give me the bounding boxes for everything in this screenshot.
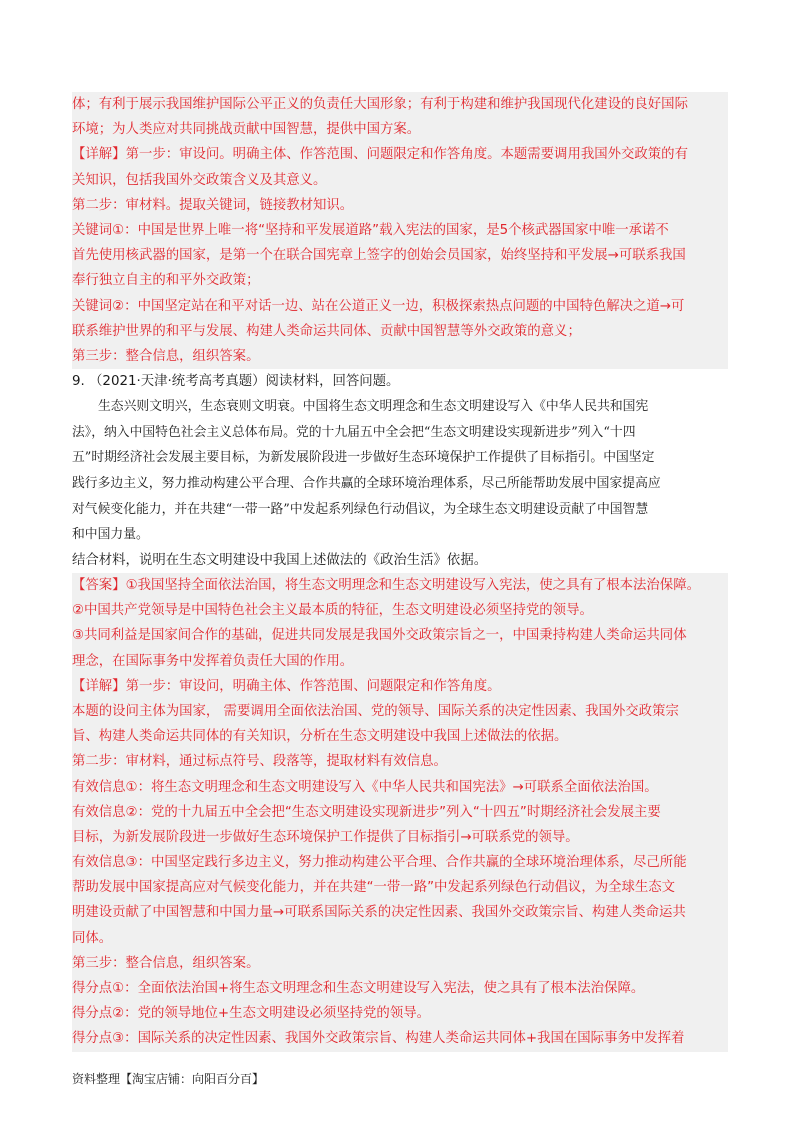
question-prompt: 阅读材料，回答问题。 <box>265 374 400 390</box>
text-line: 第三步：整合信息，组织答案。 <box>72 348 260 364</box>
detail-line: 明建设贡献了中国智慧和中国力量→可联系国际关系的决定性因素、我国外交政策宗旨、构建人类命运共 <box>72 905 686 921</box>
detail-line: 目标，为新发展阶段进一步做好生态环境保护工作提供了目标指引→可联系党的领导。 <box>72 829 579 845</box>
detail-tag: 【详解】 <box>72 147 126 163</box>
detail-line: 有效信息②：党的十九届五中全会把“生态文明建设实现新进步”列入“十四五”时期经济社会发展主要 <box>72 804 661 820</box>
detail-line: 同体。 <box>72 930 113 946</box>
detail-line: 第二步：审材料，通过标点符号、段落等，提取材料有效信息。 <box>72 754 447 770</box>
text-line: 环境；为人类应对共同挑战贡献中国智慧，提供中国方案。 <box>72 122 421 138</box>
keyword-line: 首先使用核武器的国家，是第一个在联合国宪章上签字的创始会员国家，始终坚持和平发展→可联系我国 <box>72 248 686 264</box>
answer-line: ③共同利益是国家间合作的基础，促进共同发展是我国外交政策宗旨之一，中国秉持构建人类命运共同体 <box>72 628 687 644</box>
detail-line: 有效信息①：将生态文明理念和生态文明建设写入《中华人民共和国宪法》→可联系全面依法治国。 <box>72 779 658 795</box>
material-line: 五”时期经济社会发展主要目标，为新发展阶段进一步做好生态环境保护工作提供了目标指引。中国坚定 <box>72 450 655 466</box>
detail-line: 第三步：整合信息，组织答案。 <box>72 955 260 971</box>
question-source: （2021·天津·统考高考真题） <box>89 374 266 390</box>
detail-line: 得分点②：党的领导地位+生态文明建设必须坚持党的领导。 <box>72 1006 430 1022</box>
answer-line: 理念，在国际事务中发挥着负责任大国的作用。 <box>72 653 354 669</box>
material-line: 对气候变化能力，并在共建“一带一路”中发起系列绿色行动倡议，为全球生态文明建设贡献了中国智慧 <box>72 501 649 517</box>
previous-answer-block <box>72 92 728 369</box>
text-line: 关知识，包括我国外交政策含义及其意义。 <box>72 172 327 188</box>
detail-line <box>72 142 728 167</box>
detail-line: 旨、构建人类命运共同体的有关知识，分析在生态文明建设中我国上述做法的依据。 <box>72 729 568 745</box>
material-line: 法》，纳入中国特色社会主义总体布局。党的十九届五中全会把“生态文明建设实现新进步”列入“十四 <box>72 424 636 440</box>
keyword-line: 联系维护世界的和平与发展、构建人类命运共同体、贡献中国智慧等外交政策的意义； <box>72 323 581 339</box>
keyword-line: 奉行独立自主的和平外交政策； <box>72 273 260 289</box>
question-material <box>72 394 728 548</box>
keyword-line: 关键词①：中国是世界上唯一将“坚持和平发展道路”载入宪法的国家，是5个核武器国家中唯一承诺不 <box>72 222 669 238</box>
detail-line: 帮助发展中国家提高应对气候变化能力，并在共建“一带一路”中发起系列绿色行动倡议，为全球生态文 <box>72 880 676 896</box>
question-ask: 结合材料，说明在生态文明建设中我国上述做法的《政治生活》依据。 <box>72 552 488 568</box>
detail-text: 第一步：审设问，明确主体、作答范围、问题限定和作答角度。 <box>125 678 501 694</box>
detail-line: 本题的设问主体为国家， 需要调用全面依法治国、党的领导、国际关系的决定性因素、我国外交政策宗 <box>72 703 679 719</box>
material-line: 生态兴则文明兴，生态衰则文明衰。中国将生态文明理念和生态文明建设写入《中华人民共和国宪 <box>98 399 649 415</box>
answer-line: ②中国共产党领导是中国特色社会主义最本质的特征，生态文明建设必须坚持党的领导。 <box>72 603 593 619</box>
answer-block <box>72 573 728 1052</box>
material-line: 和中国力量。 <box>72 527 149 543</box>
detail-line: 得分点③：国际关系的决定性因素、我国外交政策宗旨、构建人类命运共同体+我国在国际事务中发挥着 <box>72 1031 685 1047</box>
text-line: 第二步：审材料。提取关键词，链接教材知识。 <box>72 197 354 213</box>
text-line: 体；有利于展示我国维护国际公平正义的负责任大国形象；有利于构建和维护我国现代化建设的良好国际 <box>72 97 688 112</box>
detail-line: 有效信息③：中国坚定践行多边主义，努力推动构建公平合理、合作共赢的全球环境治理体系，尽己所能 <box>72 855 687 871</box>
detail-line <box>72 674 728 699</box>
detail-text: 第一步：审设问。明确主体、作答范围、问题限定和作答角度。本题需要调用我国外交政策的有 <box>125 147 688 163</box>
question-number: 9. <box>72 374 85 390</box>
answer-text: ①我国坚持全面依法治国，将生态文明理念和生态文明建设写入宪法，使之具有了根本法治保障。 <box>125 578 700 593</box>
material-line: 践行多边主义，努力推动构建公平合理、合作共赢的全球环境治理体系，尽己所能帮助发展中国家提高应 <box>72 476 661 492</box>
question-header <box>72 369 728 394</box>
document-page <box>72 92 728 1052</box>
detail-tag: 【详解】 <box>72 678 126 694</box>
answer-tag: 【答案】 <box>72 578 126 593</box>
page-footer: 资料整理【淘宝店铺：向阳百分百】 <box>72 1072 265 1086</box>
keyword-line: 关键词②：中国坚定站在和平对话一边、站在公道正义一边，积极探索热点问题的中国特色解决之道→可 <box>72 298 685 314</box>
answer-line <box>72 573 728 598</box>
detail-line: 得分点①：全面依法治国+将生态文明理念和生态文明建设写入宪法，使之具有了根本法治保障。 <box>72 981 645 996</box>
